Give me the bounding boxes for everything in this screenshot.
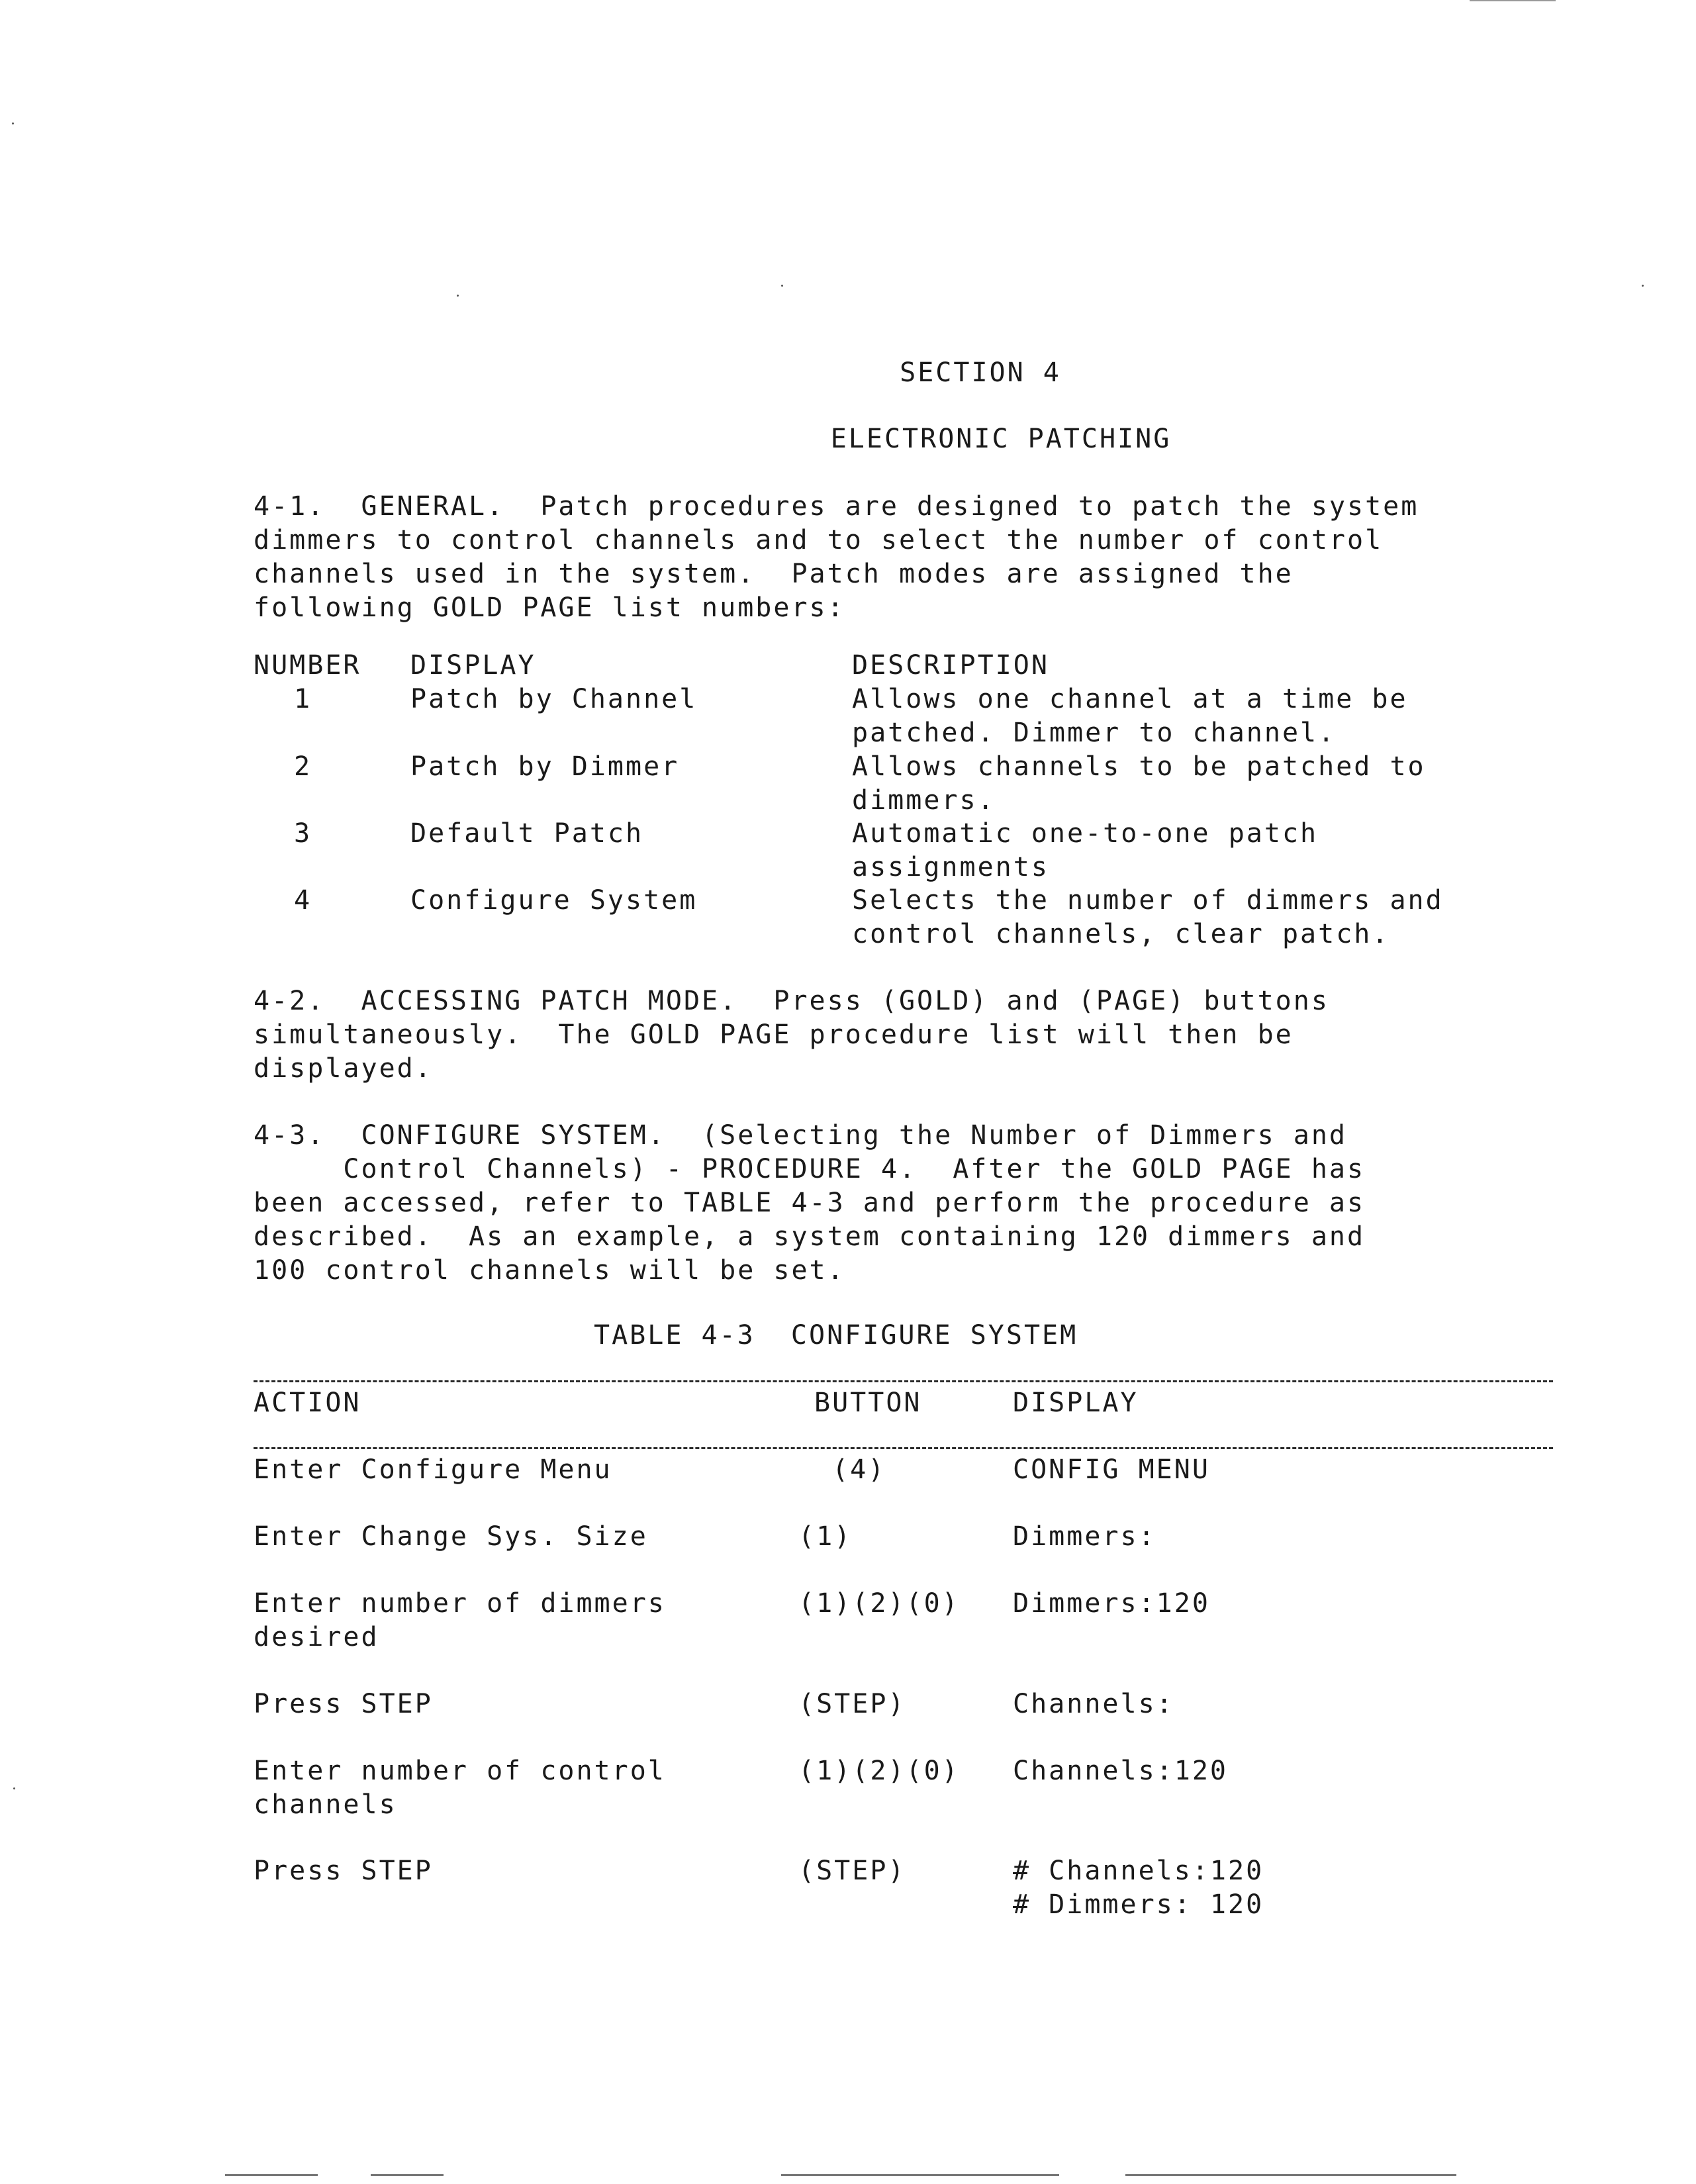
section-title: ELECTRONIC PATCHING: [830, 424, 1172, 454]
mode-description-line: assignments: [852, 852, 1049, 882]
patch-modes-table: [0, 649, 1696, 960]
scan-edge-bottom: [371, 2174, 444, 2176]
action-cell: Press STEP: [254, 1689, 433, 1719]
scan-edge-bottom: [225, 2174, 318, 2176]
table-rule-header: [254, 1447, 1553, 1449]
paragraph-line: Control Channels) - PROCEDURE 4. After the GOLD PAGE has: [254, 1154, 1366, 1184]
accessing-paragraph: [254, 984, 1329, 1086]
scan-speck: [12, 122, 14, 124]
action-cell: Enter number of dimmers: [254, 1588, 666, 1619]
configure-paragraph: [254, 1119, 1365, 1288]
column-header-display: DISPLAY: [1013, 1388, 1139, 1418]
paragraph-line: 4-2. ACCESSING PATCH MODE. Press (GOLD) and (PAGE) buttons: [254, 986, 1329, 1016]
display-cell: Channels:: [1013, 1689, 1174, 1719]
mode-number: 4: [294, 885, 312, 916]
action-cell: Enter Configure Menu: [254, 1454, 612, 1485]
button-cell: (STEP): [798, 1689, 906, 1719]
button-cell: (4): [814, 1454, 886, 1485]
display-cell: Channels:120: [1013, 1756, 1228, 1786]
paragraph-line: been accessed, refer to TABLE 4-3 and perform the procedure as: [254, 1188, 1366, 1218]
section-number: SECTION 4: [900, 357, 1061, 388]
display-cell: CONFIG MENU: [1013, 1454, 1210, 1485]
paragraph-line: 4-1. GENERAL. Patch procedures are designed to patch the system: [254, 491, 1419, 522]
general-paragraph: [254, 490, 1419, 625]
scan-speck: [1642, 285, 1644, 287]
mode-number: 3: [294, 818, 312, 849]
mode-number: 2: [294, 751, 312, 782]
button-cell: (1): [798, 1521, 853, 1552]
display-cell: Dimmers:: [1013, 1521, 1156, 1552]
button-cell: (1)(2)(0): [798, 1756, 960, 1786]
action-cell: Press STEP: [254, 1856, 433, 1886]
mode-description-line: patched. Dimmer to channel.: [852, 718, 1337, 748]
paragraph-line: displayed.: [254, 1053, 433, 1084]
display-cell: # Dimmers: 120: [1013, 1889, 1264, 1920]
paragraph-line: simultaneously. The GOLD PAGE procedure list will then be: [254, 1020, 1294, 1050]
column-header-button: BUTTON: [814, 1388, 922, 1418]
mode-display: Configure System: [410, 885, 698, 916]
column-header-number: NUMBER: [254, 650, 361, 681]
paragraph-line: 100 control channels will be set.: [254, 1255, 845, 1286]
mode-display: Patch by Channel: [410, 684, 698, 714]
paragraph-line: dimmers to control channels and to select the number of control: [254, 525, 1384, 555]
column-header-action: ACTION: [254, 1388, 361, 1418]
scan-speck: [781, 285, 783, 287]
scan-speck: [13, 1787, 15, 1789]
display-cell: # Channels:120: [1013, 1856, 1264, 1886]
column-header-display: DISPLAY: [410, 650, 536, 681]
mode-number: 1: [294, 684, 312, 714]
button-cell: (STEP): [798, 1856, 906, 1886]
action-cell: desired: [254, 1622, 379, 1652]
paragraph-line: described. As an example, a system containing 120 dimmers and: [254, 1221, 1366, 1252]
action-cell: Enter number of control: [254, 1756, 666, 1786]
mode-display: Default Patch: [410, 818, 644, 849]
mode-display: Patch by Dimmer: [410, 751, 680, 782]
scan-edge-top: [1470, 0, 1556, 1]
mode-description-line: Selects the number of dimmers and: [852, 885, 1444, 916]
column-header-description: DESCRIPTION: [852, 650, 1049, 681]
button-cell: (1)(2)(0): [798, 1588, 960, 1619]
scan-edge-bottom: [1125, 2174, 1456, 2176]
paragraph-line: following GOLD PAGE list numbers:: [254, 593, 845, 623]
display-cell: Dimmers:120: [1013, 1588, 1210, 1619]
mode-description-line: Automatic one-to-one patch: [852, 818, 1319, 849]
table-rule-top: [254, 1380, 1553, 1382]
paragraph-line: 4-3. CONFIGURE SYSTEM. (Selecting the Number of Dimmers and: [254, 1120, 1348, 1151]
mode-description-line: Allows one channel at a time be: [852, 684, 1408, 714]
mode-description-line: Allows channels to be patched to: [852, 751, 1426, 782]
scan-edge-bottom: [781, 2174, 1059, 2176]
action-cell: channels: [254, 1789, 397, 1820]
paragraph-line: channels used in the system. Patch modes are assigned the: [254, 559, 1294, 589]
table-title: TABLE 4-3 CONFIGURE SYSTEM: [594, 1320, 1078, 1351]
scan-speck: [457, 295, 459, 297]
action-cell: Enter Change Sys. Size: [254, 1521, 648, 1552]
mode-description-line: dimmers.: [852, 785, 996, 816]
mode-description-line: control channels, clear patch.: [852, 919, 1390, 949]
